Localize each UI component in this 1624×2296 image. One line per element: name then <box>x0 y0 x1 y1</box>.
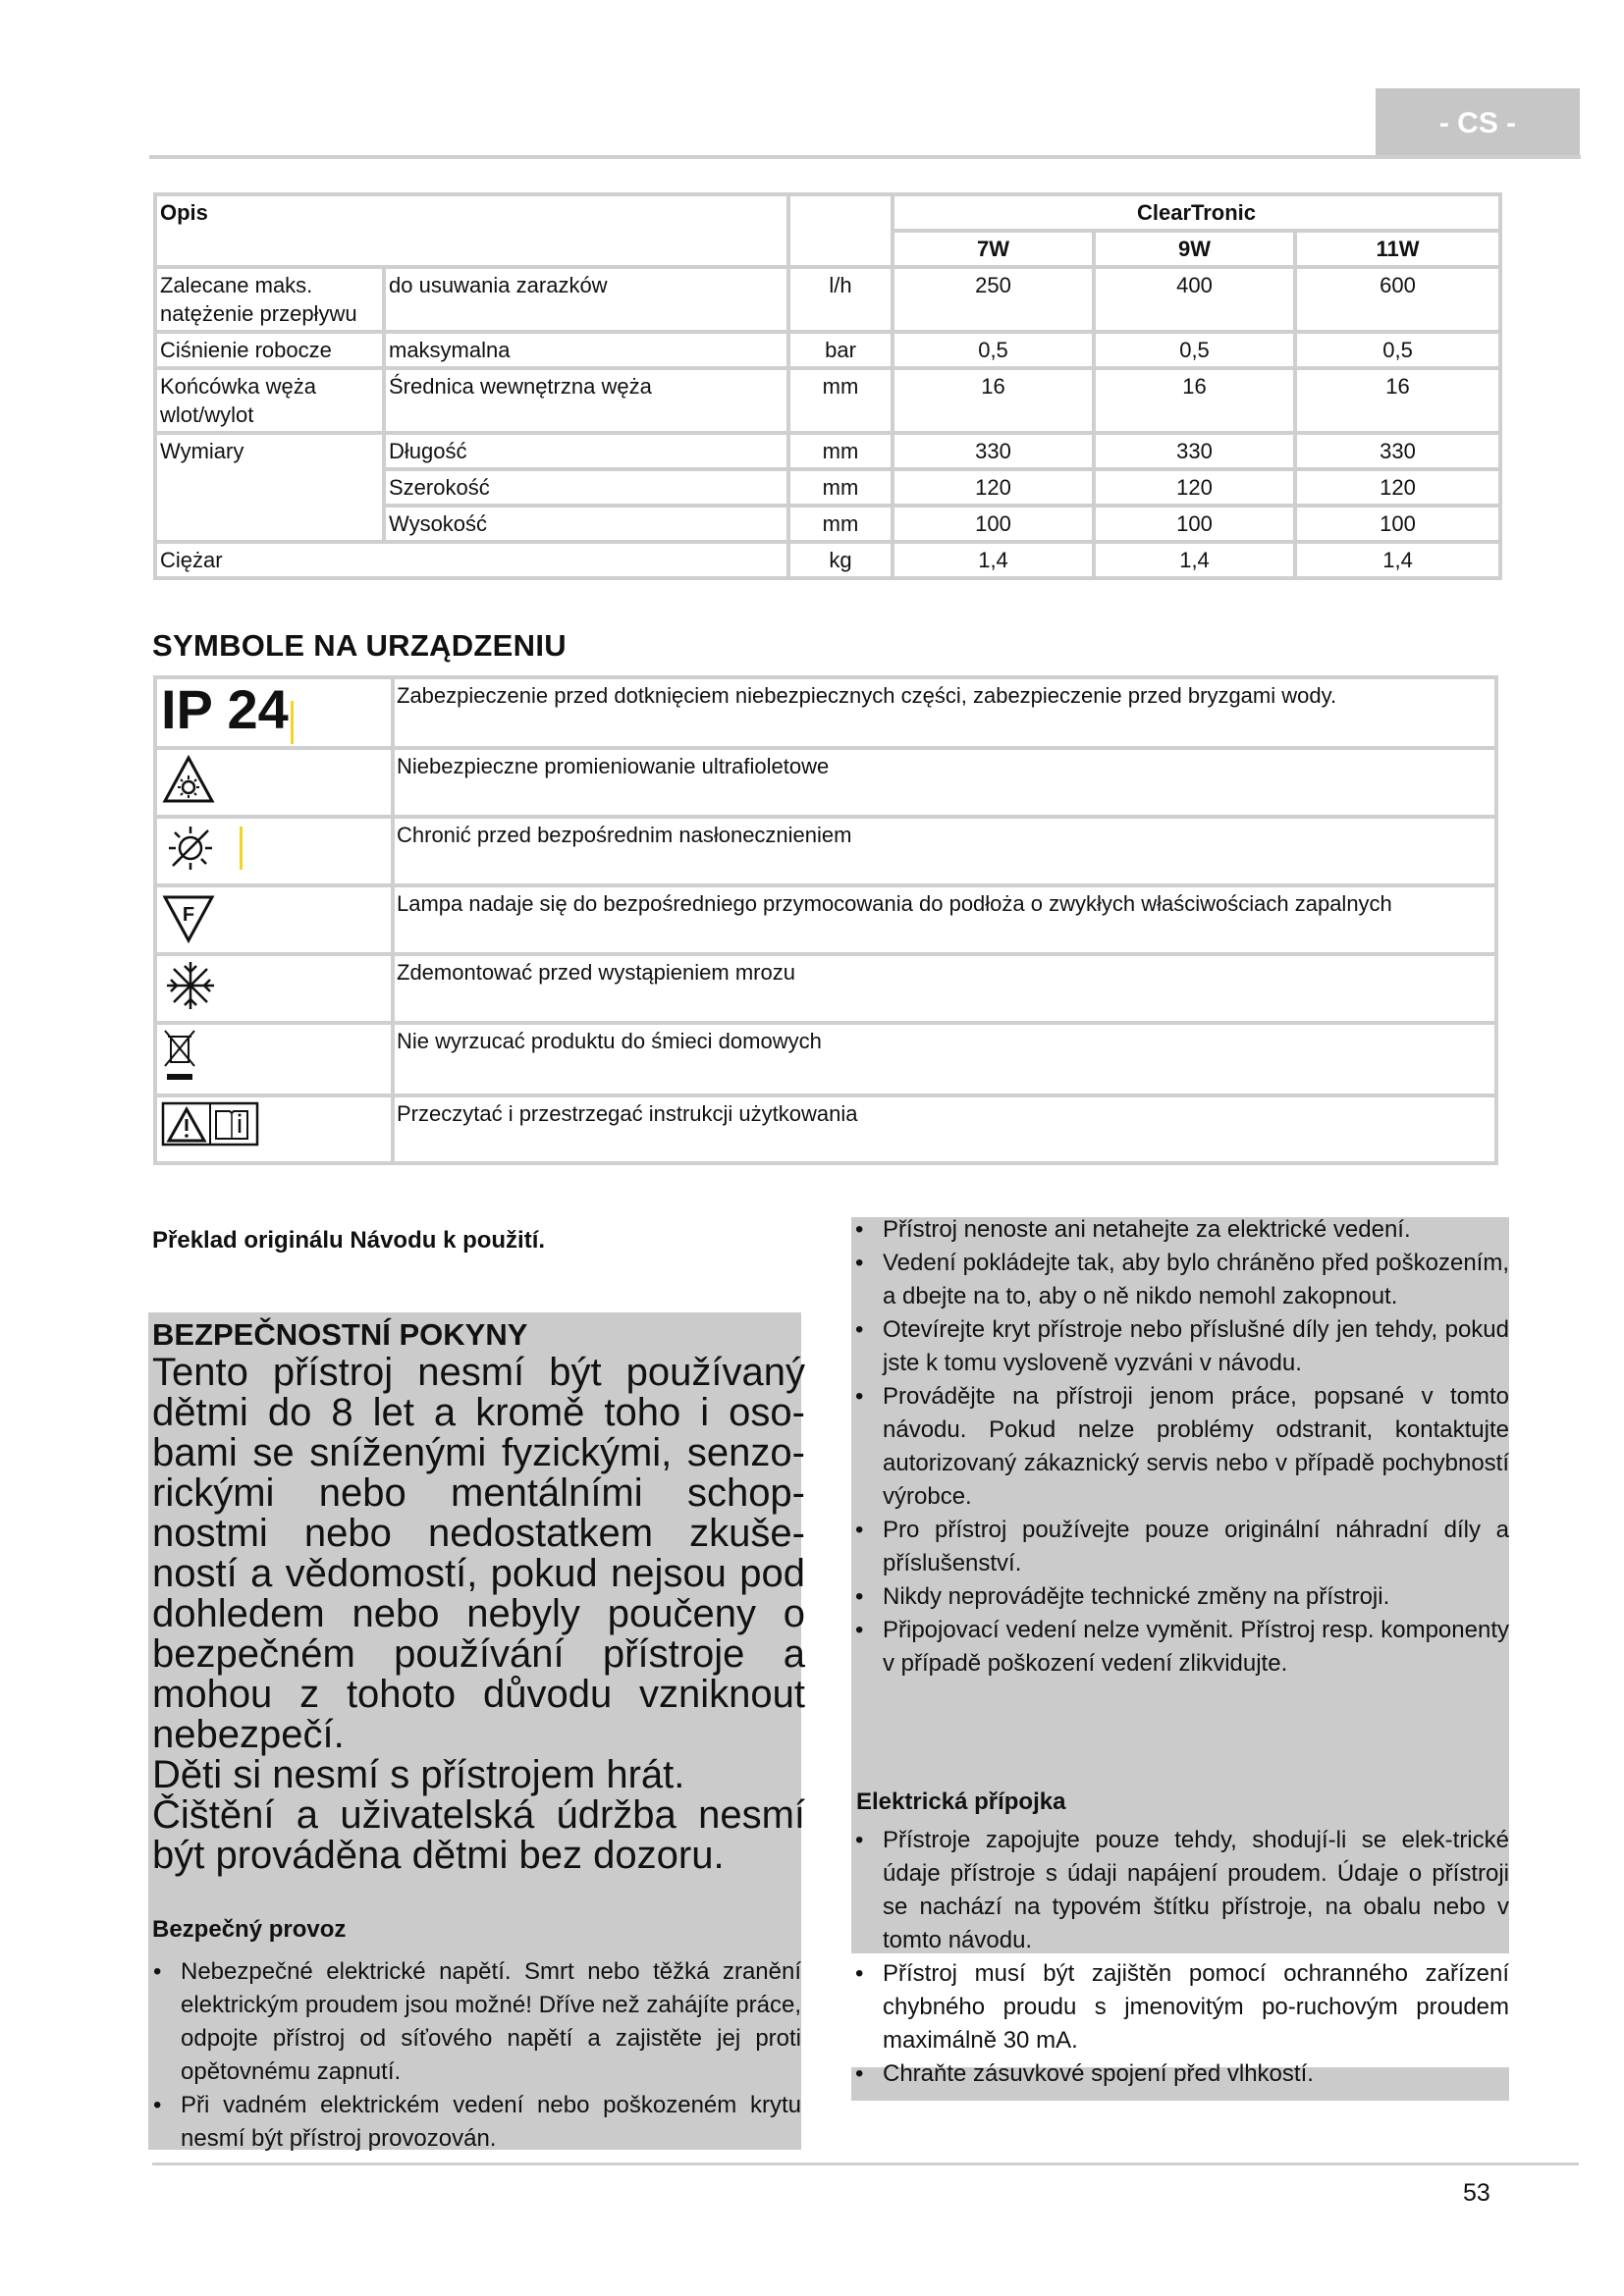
symbol-row <box>155 954 1496 1023</box>
row-sub: Wysokość <box>384 506 788 542</box>
language-tab: - CS - <box>1376 88 1580 159</box>
symbol-row <box>155 677 1496 748</box>
row-label: Wymiary <box>155 433 384 469</box>
table-row <box>155 332 1500 368</box>
header-opis: Opis <box>155 194 788 267</box>
row-unit: bar <box>788 332 893 368</box>
list-item: • Nebezpečné elektrické napětí. Smrt nebo těžká zranění elektrickým proudem jsou možné! Dříve než zahájíte práce, odpojte přístroj od síťového napětí a zajistěte jej proti opětovnému zapnutí. <box>149 1955 801 2089</box>
symbol-text: Lampa nadaje się do bezpośredniego przymocowania do podłoża o zwykłych właściwościach zapalnych <box>393 885 1496 954</box>
table-row <box>155 469 1500 506</box>
row-value-11w: 0,5 <box>1295 332 1500 368</box>
row-sub: Średnica wewnętrzna węża <box>384 368 788 433</box>
row-value-9w: 400 <box>1094 267 1295 332</box>
symbol-row <box>155 1023 1496 1095</box>
list-item: • Chraňte zásuvkové spojení před vlhkostí. <box>851 2057 1509 2091</box>
list-item: • Provádějte na přístroji jenom práce, popsané v tomto návodu. Pokud nelze problémy odstranit, kontaktujte autorizovaný zákaznický servis nebo v případě pochybností výrobce. <box>851 1380 1509 1514</box>
page-number: 53 <box>1463 2179 1490 2207</box>
row-value-9w: 120 <box>1094 469 1295 506</box>
row-value-9w: 100 <box>1094 506 1295 542</box>
translation-note: Překlad originálu Návodu k použití. <box>152 1227 546 1254</box>
crossed-bin-icon <box>155 1023 393 1095</box>
header-unit-blank <box>788 194 893 267</box>
warning-paragraph: Tento přístroj nesmí být používaný dětmi do 8 let a kromě toho i oso-bami se sníženými fyzickými, senzo-rickými nebo mentálními schop-nostmi nebo nedostatkem zkuše-ností a vědomostí, pokud nejsou pod dohledem nebo nebyly poučeny o bezpečném používání přístroje a mohou z tohoto důvodu vzniknout nebezpečí. <box>152 1351 805 1756</box>
symbol-text: Niebezpieczne promieniowanie ultrafioletowe <box>393 748 1496 817</box>
row-label: Ciężar <box>155 542 788 578</box>
symbol-text: Nie wyrzucać produktu do śmieci domowych <box>393 1023 1496 1095</box>
row-label <box>155 506 384 542</box>
list-item: • Pro přístroj používejte pouze originální náhradní díly a příslušenství. <box>851 1514 1509 1580</box>
safety-heading: BEZPEČNOSTNÍ POKYNY <box>152 1317 528 1352</box>
list-item: • Vedení pokládejte tak, aby bylo chráněno před poškozením, a dbejte na to, aby o ně nikdo nemohl zakopnout. <box>851 1247 1509 1313</box>
symbol-text: Przeczytać i przestrzegać instrukcji użytkowania <box>393 1095 1496 1163</box>
row-label: Zalecane maks. natężenie przepływu <box>155 267 384 332</box>
frost-icon <box>155 954 393 1023</box>
row-value-7w: 100 <box>893 506 1094 542</box>
header-model-11w: 11W <box>1295 231 1500 267</box>
row-unit: mm <box>788 368 893 433</box>
symbol-text: Zabezpieczenie przed dotknięciem niebezpiecznych części, zabezpieczenie przed bryzgami wody. <box>393 677 1496 748</box>
row-unit: mm <box>788 506 893 542</box>
read-manual-icon <box>155 1095 393 1163</box>
row-value-7w: 250 <box>893 267 1094 332</box>
row-value-11w: 100 <box>1295 506 1500 542</box>
no-sunlight-icon <box>155 817 393 885</box>
list-item: • Přístroj nenoste ani netahejte za elektrické vedení. <box>851 1213 1509 1247</box>
spec-table <box>153 192 1502 580</box>
safe-operation-list <box>149 1955 801 2156</box>
list-item: • Přístroj musí být zajištěn pomocí ochranného zařízení chybného proudu s jmenovitým po-ruchovým proudem maximálně 30 mA. <box>851 1957 1509 2057</box>
table-row <box>155 542 1500 578</box>
row-value-7w: 16 <box>893 368 1094 433</box>
svg-text:F: F <box>182 904 195 927</box>
symbols-table <box>153 675 1498 1165</box>
row-sub: maksymalna <box>384 332 788 368</box>
list-item: • Otevírejte kryt přístroje nebo příslušné díly jen tehdy, pokud jste k tomu vysloveně vyzváni v návodu. <box>851 1313 1509 1380</box>
flammable-surface-f-icon <box>155 885 393 954</box>
row-value-9w: 330 <box>1094 433 1295 469</box>
table-row <box>155 506 1500 542</box>
warning-paragraph: Děti si nesmí s přístrojem hrát. <box>152 1753 685 1796</box>
row-label: Ciśnienie robocze <box>155 332 384 368</box>
safety-warning <box>152 1353 805 1876</box>
row-unit: l/h <box>788 267 893 332</box>
list-item: • Při vadném elektrickém vedení nebo poškozeném krytu nesmí být přístroj provozován. <box>149 2089 801 2156</box>
list-item: • Nikdy neprovádějte technické změny na přístroji. <box>851 1580 1509 1614</box>
row-value-7w: 330 <box>893 433 1094 469</box>
table-row <box>155 368 1500 433</box>
ip-rating-label: IP 24 <box>161 678 289 740</box>
row-label <box>155 469 384 506</box>
safe-operation-heading: Bezpečný provoz <box>152 1916 347 1943</box>
row-label: Końcówka węża wlot/wylot <box>155 368 384 433</box>
table-row <box>155 433 1500 469</box>
row-value-11w: 1,4 <box>1295 542 1500 578</box>
row-sub: do usuwania zarazków <box>384 267 788 332</box>
electrical-heading: Elektrická přípojka <box>856 1789 1066 1815</box>
row-value-11w: 16 <box>1295 368 1500 433</box>
row-sub: Szerokość <box>384 469 788 506</box>
symbol-row <box>155 885 1496 954</box>
symbols-heading: SYMBOLE NA URZĄDZENIU <box>152 628 567 663</box>
row-value-9w: 16 <box>1094 368 1295 433</box>
row-value-7w: 1,4 <box>893 542 1094 578</box>
header-brand: ClearTronic <box>893 194 1500 231</box>
row-value-9w: 0,5 <box>1094 332 1295 368</box>
row-sub: Długość <box>384 433 788 469</box>
symbol-row <box>155 817 1496 885</box>
symbol-text: Chronić przed bezpośrednim nasłonecznieniem <box>393 817 1496 885</box>
row-value-11w: 120 <box>1295 469 1500 506</box>
row-unit: mm <box>788 433 893 469</box>
row-value-7w: 0,5 <box>893 332 1094 368</box>
header-model-7w: 7W <box>893 231 1094 267</box>
header-rule <box>149 155 1581 159</box>
table-row <box>155 267 1500 332</box>
row-unit: kg <box>788 542 893 578</box>
header-model-9w: 9W <box>1094 231 1295 267</box>
row-value-7w: 120 <box>893 469 1094 506</box>
symbol-text: Zdemontować przed wystąpieniem mrozu <box>393 954 1496 1023</box>
row-value-11w: 330 <box>1295 433 1500 469</box>
right-list <box>851 1213 1509 1681</box>
symbol-row <box>155 748 1496 817</box>
footer-rule <box>152 2163 1579 2165</box>
ip24-icon <box>155 677 393 748</box>
symbol-row <box>155 1095 1496 1163</box>
row-value-11w: 600 <box>1295 267 1500 332</box>
row-unit: mm <box>788 469 893 506</box>
list-item: • Připojovací vedení nelze vyměnit. Přístroj resp. komponenty v případě poškození vedení zlikvidujte. <box>851 1614 1509 1681</box>
row-value-9w: 1,4 <box>1094 542 1295 578</box>
electrical-list <box>851 1824 1509 2091</box>
list-item: • Přístroje zapojujte pouze tehdy, shodují-li se elek-trické údaje přístroje s údaji napájení proudem. Údaje o přístroji se nachází na typovém štítku přístroje, na obalu nebo v tomto návodu. <box>851 1824 1509 1957</box>
warning-paragraph: Čištění a uživatelská údržba nesmí být prováděna dětmi bez dozoru. <box>152 1793 805 1877</box>
uv-radiation-icon <box>155 748 393 817</box>
